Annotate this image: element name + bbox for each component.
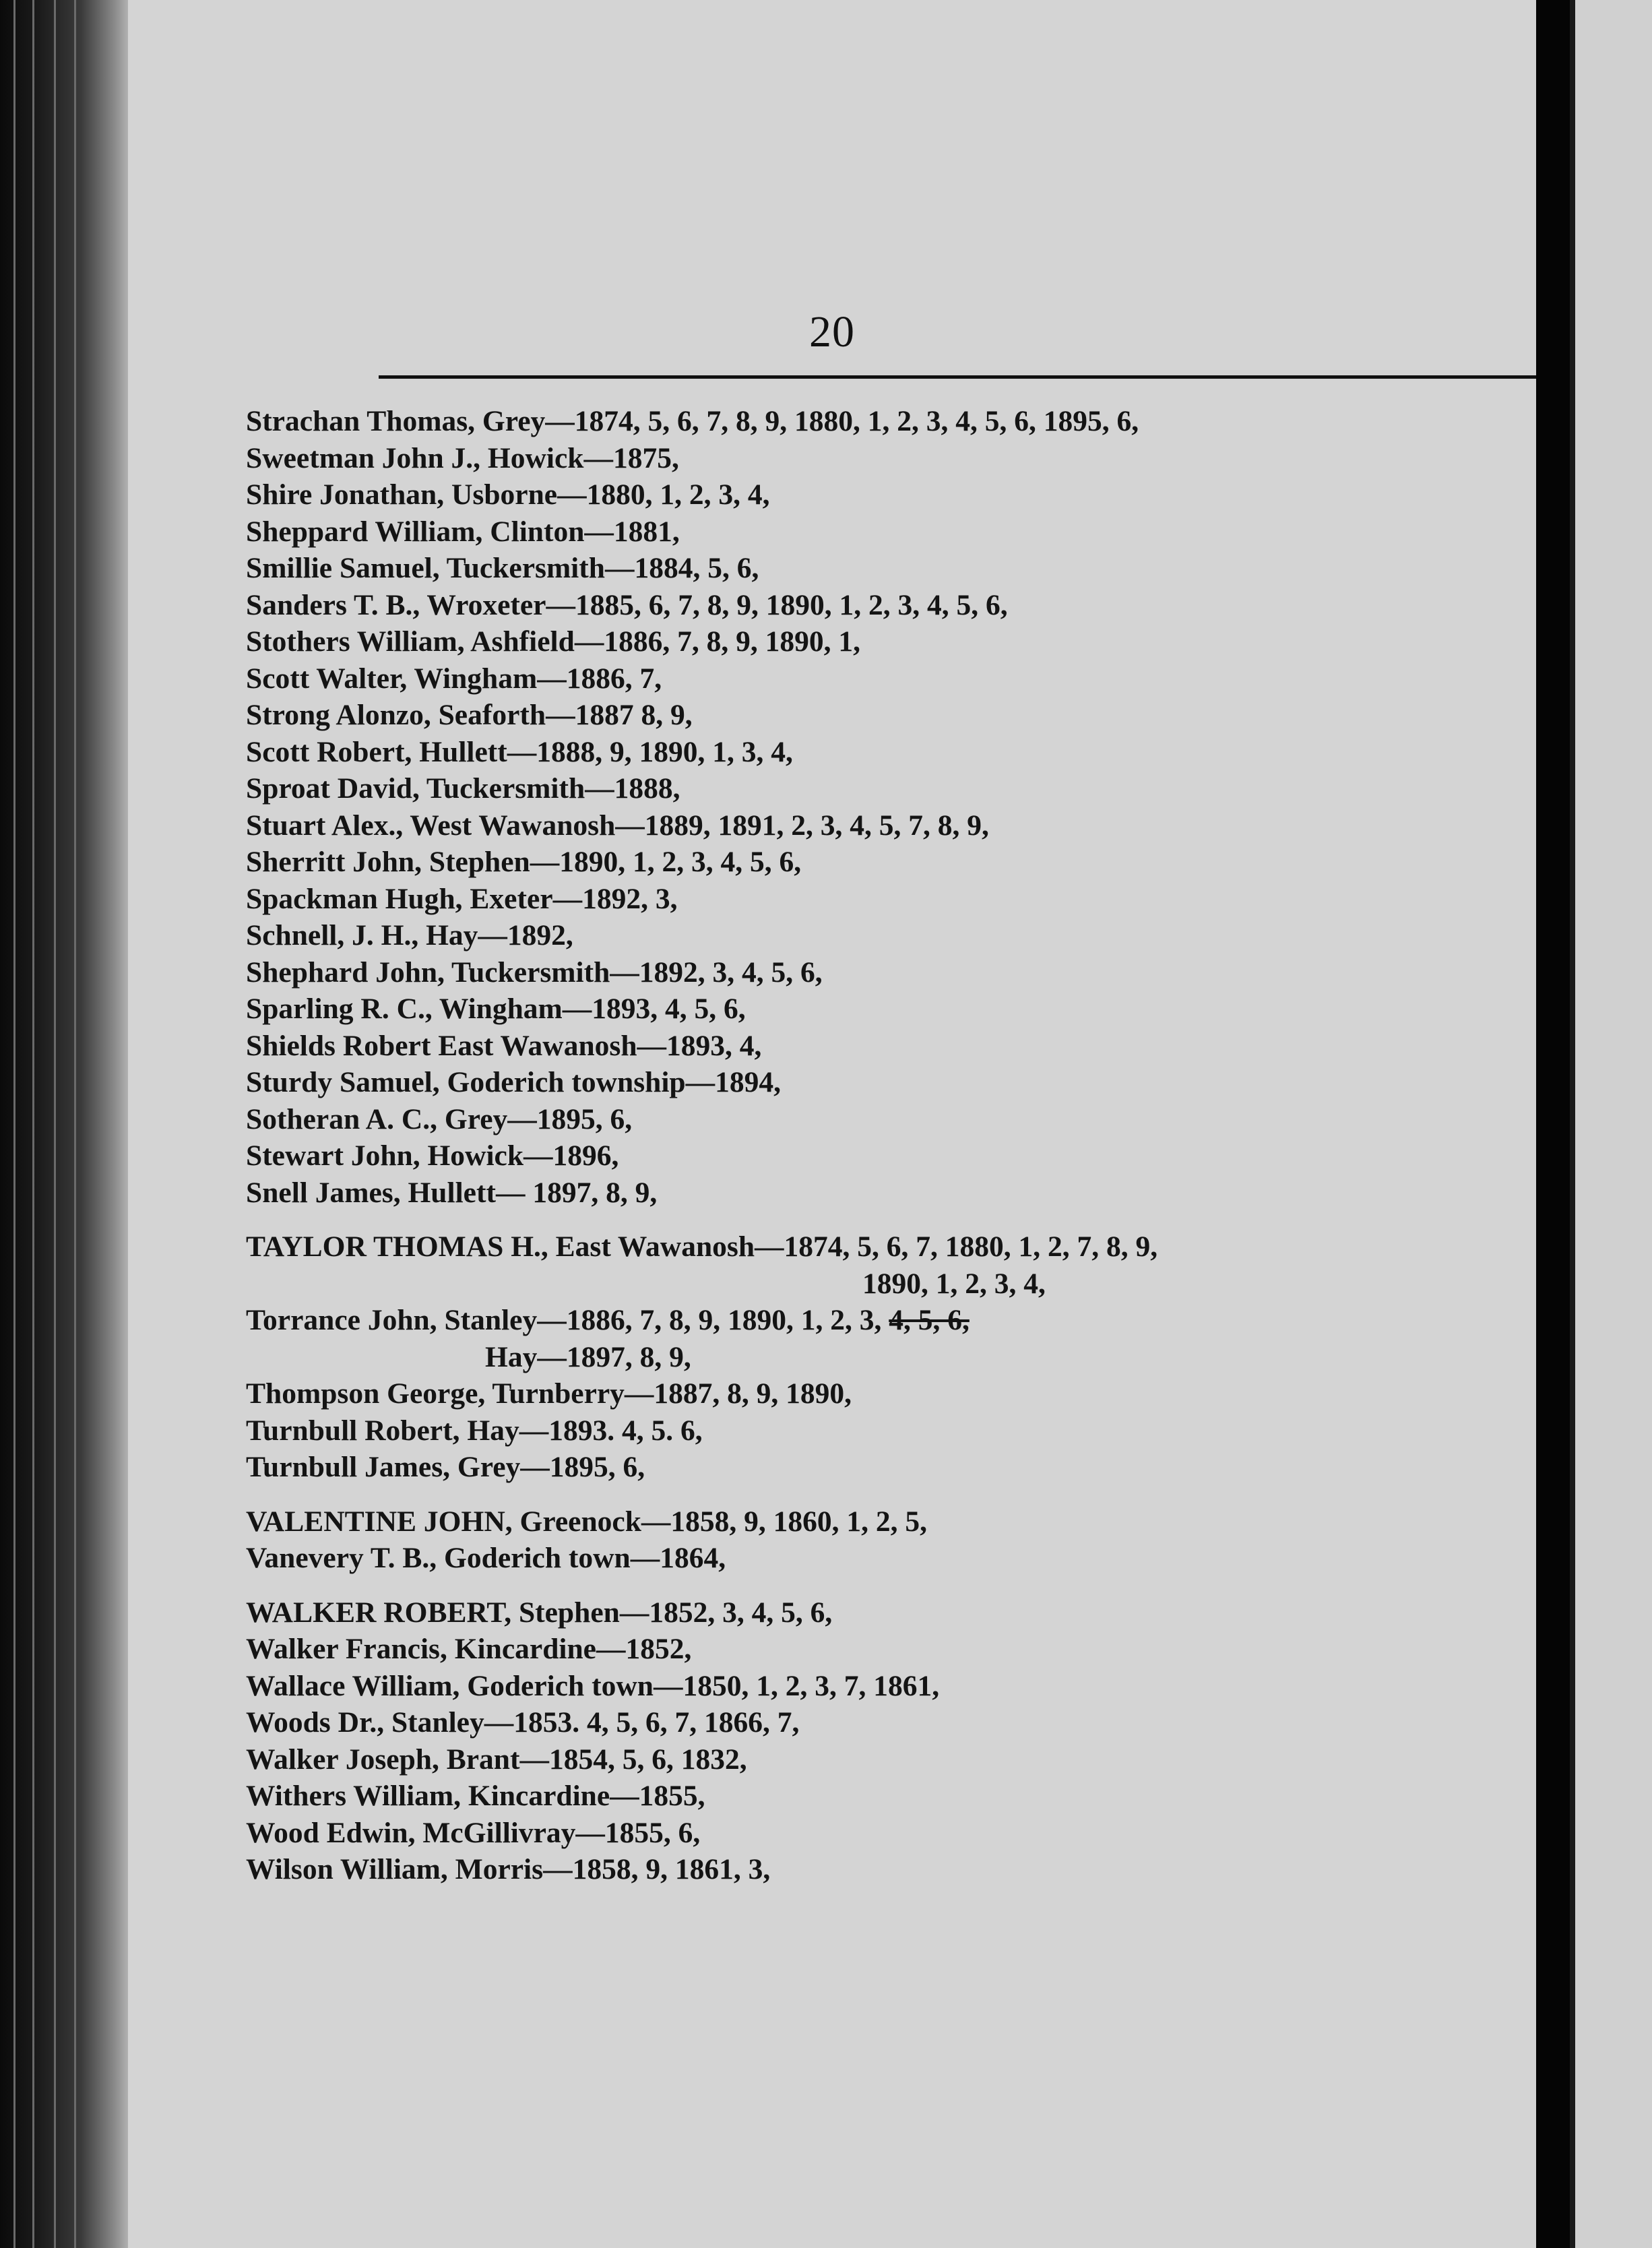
scan-left-binding-edge bbox=[0, 0, 141, 2248]
section-gap bbox=[246, 1211, 1445, 1228]
section-head-entry: VALENTINE JOHN, Greenock—1858, 9, 1860, 1, 2, 5, bbox=[246, 1505, 928, 1538]
list-entry: Smillie Samuel, Tuckersmith—1884, 5, 6, bbox=[246, 552, 759, 584]
list-entry: Shephard John, Tuckersmith—1892, 3, 4, 5, 6, bbox=[246, 956, 823, 989]
list-entry: Strong Alonzo, Seaforth—1887 8, 9, bbox=[246, 699, 693, 731]
list-entry bbox=[246, 1302, 1445, 1339]
list-entry: Shields Robert East Wawanosh—1893, 4, bbox=[246, 1029, 762, 1062]
list-entry: Thompson George, Turnberry—1887, 8, 9, 1890, bbox=[246, 1377, 852, 1410]
list-entry: Turnbull Robert, Hay—1893. 4, 5. 6, bbox=[246, 1414, 703, 1447]
section-gap bbox=[246, 1486, 1445, 1503]
section-head-entry: TAYLOR THOMAS H., East Wawanosh—1874, 5, 6, 7, 1880, 1, 2, 7, 8, 9, bbox=[246, 1230, 1158, 1263]
page-number: 20 bbox=[809, 307, 855, 356]
list-entry: Sweetman John J., Howick—1875, bbox=[246, 441, 679, 474]
list-entry: Strachan Thomas, Grey—1874, 5, 6, 7, 8, 9, 1880, 1, 2, 3, 4, 5, 6, 1895, 6, bbox=[246, 405, 1139, 437]
list-entry: Stuart Alex., West Wawanosh—1889, 1891, 2, 3, 4, 5, 7, 8, 9, bbox=[246, 809, 989, 842]
list-entry: Withers William, Kincardine—1855, bbox=[246, 1780, 705, 1812]
list-entry: Wood Edwin, McGillivray—1855, 6, bbox=[246, 1816, 701, 1849]
list-entry: Wallace William, Goderich town—1850, 1, 2, 3, 7, 1861, bbox=[246, 1669, 940, 1702]
name-list bbox=[246, 403, 1445, 1888]
list-entry: Snell James, Hullett— 1897, 8, 9, bbox=[246, 1176, 658, 1209]
list-entry-continuation: Hay—1897, 8, 9, bbox=[485, 1340, 691, 1373]
section-gap bbox=[246, 1577, 1445, 1594]
entry-text: Torrance John, Stanley—1886, 7, 8, 9, 1890, 1, 2, 3, bbox=[246, 1304, 882, 1336]
list-entry: Sotheran A. C., Grey—1895, 6, bbox=[246, 1102, 633, 1135]
list-entry: Sheppard William, Clinton—1881, bbox=[246, 515, 680, 548]
list-entry: Shire Jonathan, Usborne—1880, 1, 2, 3, 4, bbox=[246, 478, 770, 511]
list-entry: Schnell, J. H., Hay—1892, bbox=[246, 919, 573, 951]
list-entry: Walker Joseph, Brant—1854, 5, 6, 1832, bbox=[246, 1743, 747, 1776]
list-entry: Wilson William, Morris—1858, 9, 1861, 3, bbox=[246, 1853, 771, 1885]
header-rule bbox=[379, 375, 1563, 379]
struck-out-text: 4, 5, 6, bbox=[889, 1304, 970, 1336]
list-entry: Sparling R. C., Wingham—1893, 4, 5, 6, bbox=[246, 993, 746, 1025]
list-entry: Sturdy Samuel, Goderich township—1894, bbox=[246, 1066, 781, 1098]
adjacent-page-edge bbox=[1570, 0, 1652, 2248]
list-entry-continuation: 1890, 1, 2, 3, 4, bbox=[862, 1267, 1046, 1300]
list-entry: Turnbull James, Grey—1895, 6, bbox=[246, 1451, 645, 1483]
list-entry: Sanders T. B., Wroxeter—1885, 6, 7, 8, 9, 1890, 1, 2, 3, 4, 5, 6, bbox=[246, 588, 1008, 621]
list-entry: Woods Dr., Stanley—1853. 4, 5, 6, 7, 1866, 7, bbox=[246, 1706, 800, 1739]
list-entry: Stothers William, Ashfield—1886, 7, 8, 9, 1890, 1, bbox=[246, 625, 860, 658]
list-entry: Scott Robert, Hullett—1888, 9, 1890, 1, 3, 4, bbox=[246, 735, 793, 768]
list-entry: Sproat David, Tuckersmith—1888, bbox=[246, 772, 680, 805]
list-entry: Stewart John, Howick—1896, bbox=[246, 1139, 619, 1172]
list-entry: Scott Walter, Wingham—1886, 7, bbox=[246, 662, 662, 695]
list-entry: Walker Francis, Kincardine—1852, bbox=[246, 1633, 692, 1665]
list-entry: Sherritt John, Stephen—1890, 1, 2, 3, 4, 5, 6, bbox=[246, 846, 802, 878]
section-head-entry: WALKER ROBERT, Stephen—1852, 3, 4, 5, 6, bbox=[246, 1596, 833, 1629]
list-entry: Vanevery T. B., Goderich town—1864, bbox=[246, 1542, 726, 1574]
list-entry: Spackman Hugh, Exeter—1892, 3, bbox=[246, 882, 678, 915]
